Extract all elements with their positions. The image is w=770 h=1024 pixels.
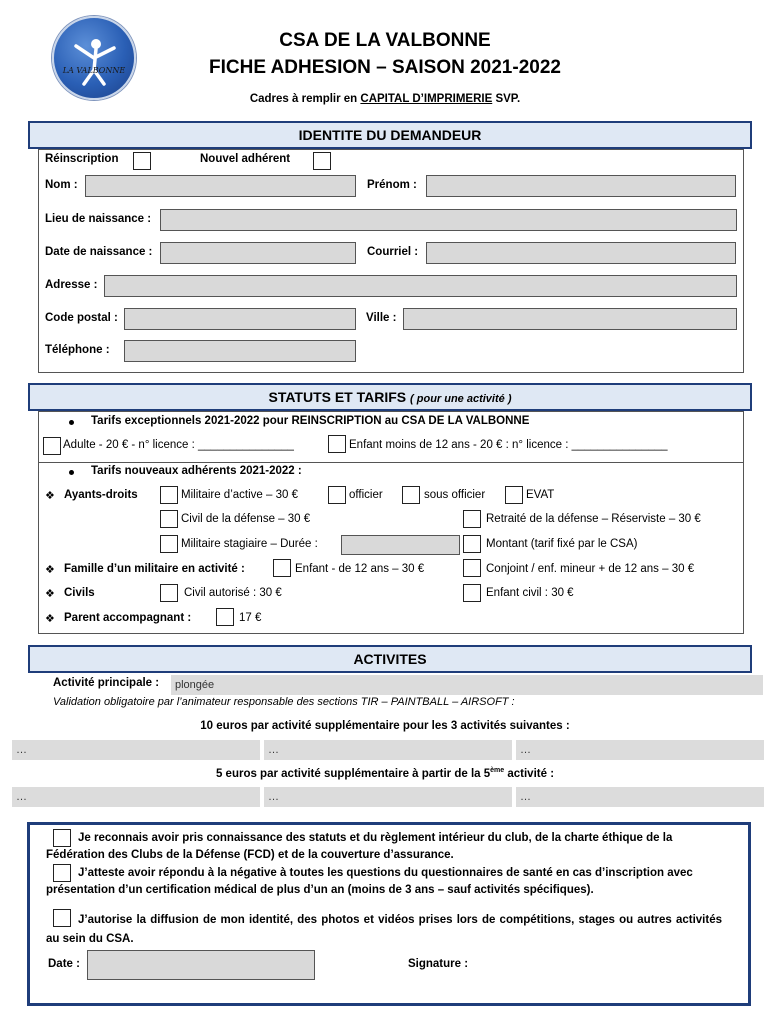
enfant-moins12-label: Enfant - de 12 ans – 30 € bbox=[295, 563, 425, 575]
adulte-checkbox[interactable] bbox=[43, 437, 61, 455]
montant-checkbox[interactable] bbox=[463, 535, 481, 553]
militaire-active-checkbox[interactable] bbox=[160, 486, 178, 504]
activite-supp-slot[interactable]: … bbox=[12, 740, 260, 760]
enfant12-checkbox[interactable] bbox=[328, 435, 346, 453]
page-subtitle: FICHE ADHESION – SAISON 2021-2022 bbox=[209, 57, 561, 78]
diamond-bullet-icon: ❖ bbox=[45, 588, 55, 600]
reinscription-tarifs-heading: Tarifs exceptionnels 2021-2022 pour REINSCRIPTION au CSA DE LA VALBONNE bbox=[91, 415, 530, 427]
reinscription-label: Réinscription bbox=[45, 153, 119, 165]
retraite-label: Retraité de la défense – Réserviste – 30 € bbox=[486, 513, 701, 525]
nouvel-adherent-checkbox[interactable] bbox=[313, 152, 331, 170]
activite-supp-slot[interactable]: … bbox=[264, 787, 512, 807]
activite-supp-slot[interactable]: … bbox=[264, 740, 512, 760]
fill-instruction: Cadres à remplir en CAPITAL D’IMPRIMERIE SVP. bbox=[249, 93, 521, 105]
telephone-label: Téléphone : bbox=[45, 344, 110, 356]
evat-checkbox[interactable] bbox=[505, 486, 523, 504]
adresse-field[interactable] bbox=[104, 275, 737, 297]
sous-officier-checkbox[interactable] bbox=[402, 486, 420, 504]
stagiaire-checkbox[interactable] bbox=[160, 535, 178, 553]
civil-defense-label: Civil de la défense – 30 € bbox=[181, 513, 311, 525]
retraite-checkbox[interactable] bbox=[463, 510, 481, 528]
date-naissance-field[interactable] bbox=[160, 242, 356, 264]
diamond-bullet-icon: ❖ bbox=[45, 490, 55, 502]
reinscription-checkbox[interactable] bbox=[133, 152, 151, 170]
nom-label: Nom : bbox=[45, 179, 78, 191]
supp10-heading: 10 euros par activité supplémentaire pour les 3 activités suivantes : bbox=[200, 720, 570, 732]
civil-autorise-label: Civil autorisé : 30 € bbox=[184, 587, 282, 599]
bullet bbox=[69, 420, 74, 425]
courriel-label: Courriel : bbox=[367, 246, 419, 258]
validation-note: Validation obligatoire par l’animateur responsable des sections TIR – PAINTBALL – AIRSOFT : bbox=[53, 696, 515, 708]
activite-supp-slot[interactable]: … bbox=[516, 787, 764, 807]
diamond-bullet-icon: ❖ bbox=[45, 564, 55, 576]
enfant12-label: Enfant moins de 12 ans - 20 € : n° licence : _______________ bbox=[349, 439, 668, 451]
reglement-statement: Je reconnais avoir pris connaissance des statuts et du règlement intérieur du club, de la charte éthique de la Fédération des Clubs de la Défense (FCD) et de la couverture d’assurance. bbox=[46, 832, 673, 861]
date-naissance-label: Date de naissance : bbox=[45, 246, 153, 258]
date-label: Date : bbox=[48, 958, 80, 970]
montant-label: Montant (tarif fixé par le CSA) bbox=[486, 538, 638, 550]
section-header-activites: ACTIVITES bbox=[28, 645, 752, 673]
conjoint-label: Conjoint / enf. mineur + de 12 ans – 30 € bbox=[486, 563, 695, 575]
nom-field[interactable] bbox=[85, 175, 356, 197]
telephone-field[interactable] bbox=[124, 340, 356, 362]
activite-principale-field[interactable]: plongée bbox=[171, 675, 763, 695]
section-header-identite: IDENTITE DU DEMANDEUR bbox=[28, 121, 752, 149]
page-title: CSA DE LA VALBONNE bbox=[279, 30, 491, 51]
ayants-droits-label: Ayants-droits bbox=[64, 489, 138, 501]
adresse-label: Adresse : bbox=[45, 279, 98, 291]
enfant-civil-label: Enfant civil : 30 € bbox=[486, 587, 574, 599]
bullet bbox=[69, 470, 74, 475]
adulte-label: Adulte - 20 € - n° licence : _______________ bbox=[63, 439, 294, 451]
code-postal-label: Code postal : bbox=[45, 312, 118, 324]
ville-field[interactable] bbox=[403, 308, 737, 330]
activite-supp-slot[interactable]: … bbox=[516, 740, 764, 760]
activite-supp-slot[interactable]: … bbox=[12, 787, 260, 807]
militaire-active-label: Militaire d’active – 30 € bbox=[181, 489, 298, 501]
conjoint-checkbox[interactable] bbox=[463, 559, 481, 577]
enfant-moins12-checkbox[interactable] bbox=[273, 559, 291, 577]
prenom-label: Prénom : bbox=[367, 179, 417, 191]
parent-price: 17 € bbox=[239, 612, 262, 624]
parent-label: Parent accompagnant : bbox=[64, 612, 192, 624]
lieu-naissance-field[interactable] bbox=[160, 209, 737, 231]
section-header-statuts: STATUTS ET TARIFS ( pour une activité ) bbox=[28, 383, 752, 411]
officier-label: officier bbox=[349, 489, 383, 501]
prenom-field[interactable] bbox=[426, 175, 736, 197]
supp5-heading: 5 euros par activité supplémentaire à partir de la 5ème activité : bbox=[215, 767, 555, 780]
code-postal-field[interactable] bbox=[124, 308, 356, 330]
date-field[interactable] bbox=[87, 950, 315, 980]
evat-label: EVAT bbox=[526, 489, 555, 501]
stagiaire-label: Militaire stagiaire – Durée : bbox=[181, 538, 318, 550]
lieu-naissance-label: Lieu de naissance : bbox=[45, 213, 152, 225]
diamond-bullet-icon: ❖ bbox=[45, 613, 55, 625]
signature-label: Signature : bbox=[408, 958, 469, 970]
officier-checkbox[interactable] bbox=[328, 486, 346, 504]
civil-autorise-checkbox[interactable] bbox=[160, 584, 178, 602]
civils-label: Civils bbox=[64, 587, 95, 599]
civil-defense-checkbox[interactable] bbox=[160, 510, 178, 528]
parent-checkbox[interactable] bbox=[216, 608, 234, 626]
diffusion-statement: J’autorise la diffusion de mon identité, des photos et vidéos prises lors de compétitions, stages ou autres activités au sein du CSA. bbox=[46, 914, 722, 945]
nouveaux-tarifs-heading: Tarifs nouveaux adhérents 2021-2022 : bbox=[91, 465, 302, 477]
sous-officier-label: sous officier bbox=[424, 489, 486, 501]
stagiaire-duree-field[interactable] bbox=[341, 535, 460, 555]
enfant-civil-checkbox[interactable] bbox=[463, 584, 481, 602]
courriel-field[interactable] bbox=[426, 242, 736, 264]
sante-statement: J’atteste avoir répondu à la négative à toutes les questions du questionnaires de santé en cas d’inscription avec présentation d’un certification médical de plus d’un an (moins de 3 ans – sauf activités spécifiques). bbox=[46, 867, 693, 896]
nouvel-adherent-label: Nouvel adhérent bbox=[200, 153, 291, 165]
logo-caption: LA VALBONNE bbox=[62, 66, 126, 75]
ville-label: Ville : bbox=[366, 312, 397, 324]
famille-label: Famille d’un militaire en activité : bbox=[64, 563, 245, 575]
activite-principale-label: Activité principale : bbox=[53, 677, 160, 689]
